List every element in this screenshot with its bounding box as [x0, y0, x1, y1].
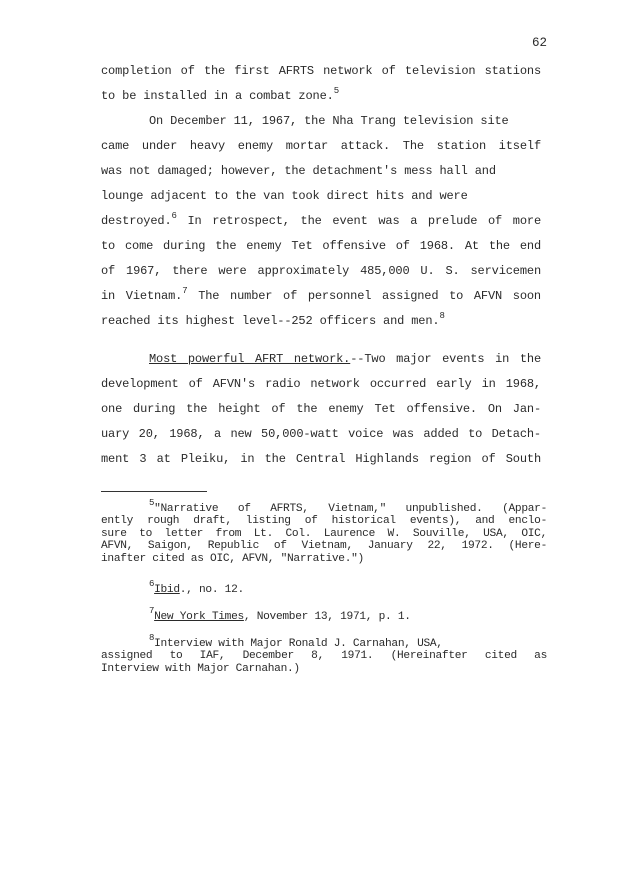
body-line: Most powerful AFRT network.--Two major events in the: [149, 352, 542, 366]
body-line: was not damaged; however, the detachment's mess hall and: [101, 164, 496, 178]
body-line: in Vietnam.$^7$ The number of personnel assigned to AFVN soon: [101, 286, 541, 303]
body-line: development of AFVN's radio network occurred early in 1968,: [101, 377, 541, 391]
footnote-8: $^8$Interview with Major Ronald J. Carnahan, USA, assigned to IAF, December 8, 1971. (Hereinafter cited as Interview with Major Carnahan.): [101, 633, 547, 675]
body-line: On December 11, 1967, the Nha Trang television site: [149, 114, 509, 128]
body-line: to come during the enemy Tet offensive of 1968. At the end: [101, 239, 541, 253]
footnote-ref: 6: [171, 211, 177, 221]
footnote-ref: 7: [182, 286, 188, 296]
footnote-5: $^5$"Narrative of AFRTS, Vietnam," unpublished. (Appar- ently rough draft, listing of historical events), and enclo- sure to letter from Lt. Col. Laurence W. Souville, USA, OIC, AFVN, Saigon, Republic of Vietnam, January 22, 1972. (Here- inafter cited as OIC, AFVN, "Narrative."): [101, 498, 547, 565]
body-line: ment 3 at Pleiku, in the Central Highlands region of South: [101, 452, 541, 466]
section-heading: Most powerful AFRT network.: [149, 352, 351, 366]
body-line: destroyed.$^6$ In retrospect, the event was a prelude of more: [101, 211, 541, 228]
body-line: to be installed in a combat zone.$^5$: [101, 86, 339, 103]
footnote-divider: [101, 491, 207, 492]
body-line: of 1967, there were approximately 485,000 U. S. servicemen: [101, 264, 541, 278]
body-line: completion of the first AFRTS network of television stations: [101, 64, 541, 78]
footnote-7: $^7$New York Times, November 13, 1971, p. 1.: [149, 606, 411, 623]
body-line: reached its highest level--252 officers and men.$^8$: [101, 311, 445, 328]
page-number: 62: [532, 36, 548, 50]
body-line: one during the height of the enemy Tet offensive. On Jan-: [101, 402, 541, 416]
body-line: came under heavy enemy mortar attack. The station itself: [101, 139, 541, 153]
body-line: lounge adjacent to the van took direct hits and were: [101, 189, 468, 203]
footnote-ref: 5: [333, 86, 339, 96]
footnote-ref: 8: [439, 311, 445, 321]
footnote-6: $^6$Ibid., no. 12.: [149, 579, 244, 596]
body-line: uary 20, 1968, a new 50,000-watt voice was added to Detach-: [101, 427, 541, 441]
